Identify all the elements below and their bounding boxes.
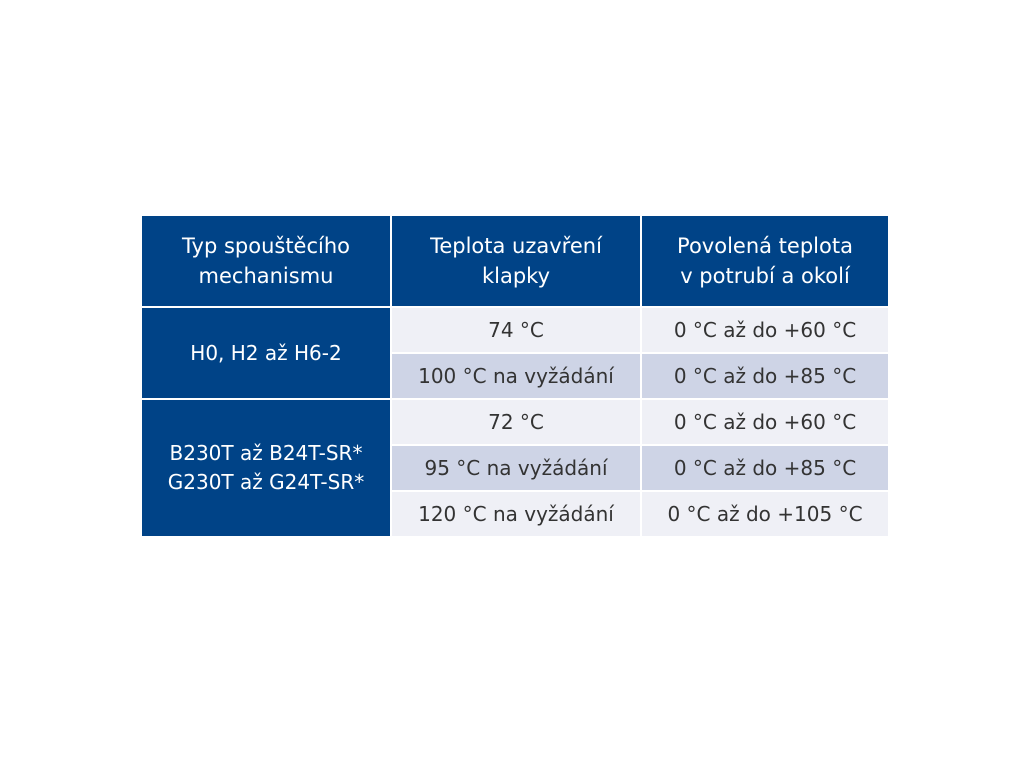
closing-temp-cell: 95 °C na vyžádání [391,445,641,491]
allowed-temp-cell: 0 °C až do +85 °C [641,445,889,491]
table-body [141,307,889,537]
closing-temp-cell: 120 °C na vyžádání [391,491,641,537]
header-line: Povolená teplota [677,234,853,258]
header-line: klapky [481,264,551,288]
damper-spec-table [140,214,890,538]
header-line: Teplota uzavření [430,234,602,258]
closing-temp-cell: 72 °C [391,399,641,445]
mechanism-label: G230T až G24T-SR* [167,470,365,494]
table-row [141,399,889,445]
closing-temp-cell: 74 °C [391,307,641,353]
header-closing-temperature [391,215,641,307]
mechanism-group-cell [141,399,391,537]
mechanism-label: H0, H2 až H6-2 [190,340,342,365]
mechanism-group-cell [141,307,391,399]
table-row [141,307,889,353]
header-row [141,215,889,307]
header-line: Typ spouštěcího [181,234,351,258]
mechanism-label: B230T až B24T-SR* [169,441,363,465]
header-line: v potrubí a okolí [680,264,850,288]
allowed-temp-cell: 0 °C až do +60 °C [641,307,889,353]
header-mechanism-type [141,215,391,307]
closing-temp-cell: 100 °C na vyžádání [391,353,641,399]
allowed-temp-cell: 0 °C až do +105 °C [641,491,889,537]
header-allowed-temperature [641,215,889,307]
allowed-temp-cell: 0 °C až do +60 °C [641,399,889,445]
table-header [141,215,889,307]
allowed-temp-cell: 0 °C až do +85 °C [641,353,889,399]
header-line: mechanismu [198,264,334,288]
